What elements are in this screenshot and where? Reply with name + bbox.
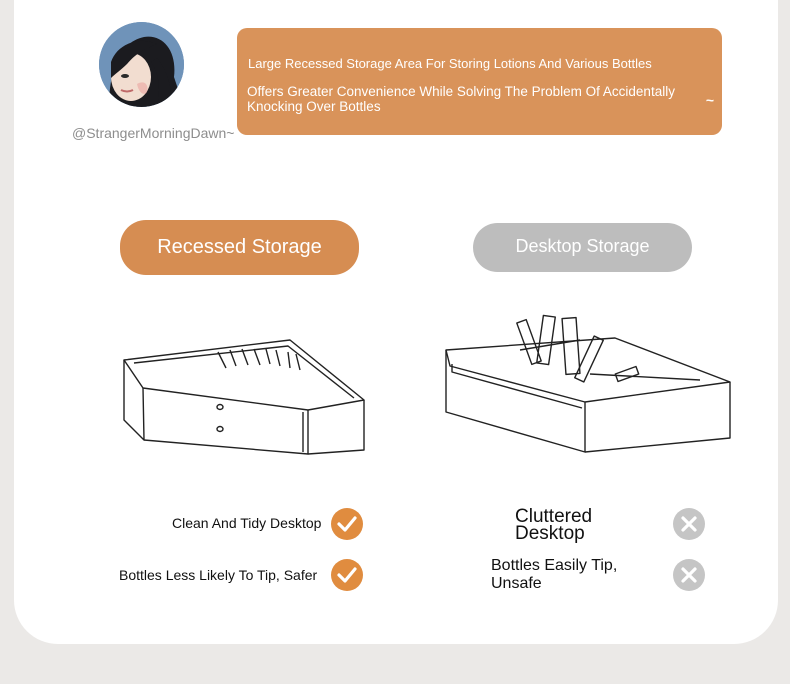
desktop-storage-label: Desktop Storage [473, 223, 692, 272]
feature-bottles-tip: Bottles Easily Tip, Unsafe [491, 557, 618, 592]
bubble-line-2: Offers Greater Convenience While Solving The Problem Of Accidentally Knocking Over Bottles [247, 84, 675, 114]
cross-icon [673, 559, 705, 591]
desktop-storage-illustration [440, 310, 735, 458]
avatar [99, 22, 184, 107]
feature-clean-desktop: Clean And Tidy Desktop [172, 515, 322, 531]
avatar-portrait-icon [99, 22, 184, 107]
feature-bottles-safer: Bottles Less Likely To Tip, Safer [119, 567, 318, 583]
check-icon [331, 508, 363, 540]
recessed-storage-label: Recessed Storage [120, 220, 359, 275]
bubble-line-1: Large Recessed Storage Area For Storing Lotions And Various Bottles [248, 56, 652, 71]
user-handle: @StrangerMorningDawn~ [72, 125, 235, 141]
check-icon [331, 559, 363, 591]
bubble-tail-text: ~ [705, 92, 714, 108]
recessed-storage-illustration [118, 330, 370, 462]
speech-bubble [237, 28, 722, 135]
feature-cluttered-desktop: Cluttered Desktop [515, 506, 593, 544]
cross-icon [673, 508, 705, 540]
